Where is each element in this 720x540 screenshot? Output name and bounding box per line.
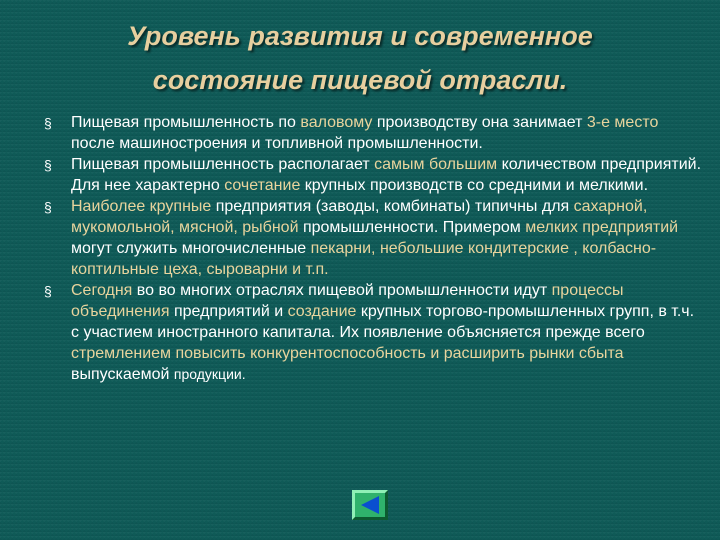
highlighted-text: пекарни, небольшие кондитерские , колбасно-коптильные цеха, сыроварни и т.п. xyxy=(71,240,657,278)
bullet-marker-icon: § xyxy=(44,283,52,299)
bullet-item xyxy=(44,280,704,385)
highlighted-text: сочетание xyxy=(224,177,301,194)
bullet-text: промышленности. Примером xyxy=(298,219,526,236)
highlighted-text: сахарной, мукомольной, мясной, рыбной xyxy=(71,198,648,236)
slide-title-line-1: Уровень развития и современное xyxy=(127,21,593,51)
bullet-text: крупных торгово-промышленных групп, в т.ч. с участием иностранного капитала. Их появление объясняется прежде всего xyxy=(71,303,695,341)
bullet-text: производству она занимает xyxy=(372,114,587,131)
highlighted-text: процессы объединения xyxy=(71,282,624,320)
bullet-text: продукции. xyxy=(173,366,246,382)
highlighted-text: Наиболее крупные xyxy=(71,198,212,215)
bullet-marker-icon: § xyxy=(44,199,52,215)
bullet-item xyxy=(44,196,704,280)
bullet-marker-icon: § xyxy=(44,157,52,173)
highlighted-text: мелких предприятий xyxy=(525,219,679,236)
bullet-marker-icon: § xyxy=(44,115,52,131)
bullet-text: крупных производств со средними и мелкими. xyxy=(300,177,649,194)
back-button[interactable] xyxy=(352,490,388,520)
back-triangle-icon xyxy=(361,496,379,514)
highlighted-text: самым большим xyxy=(374,156,498,173)
highlighted-text: Сегодня xyxy=(71,282,133,299)
bullet-text: после машиностроения и топливной промышленности. xyxy=(71,135,483,152)
bullet-text: Пищевая промышленность располагает xyxy=(71,156,375,173)
bullet-text: предприятия (заводы, комбинаты) типичны для xyxy=(211,198,574,215)
bullet-text: Пищевая промышленность по xyxy=(71,114,301,131)
highlighted-text: стремлением повысить конкурентоспособность и расширить рынки сбыта xyxy=(71,345,624,362)
bullet-item xyxy=(44,112,704,154)
slide-title-line-2: состояние пищевой отрасли. xyxy=(152,65,568,95)
highlighted-text: валовому xyxy=(300,114,373,131)
highlighted-text: 3-е место xyxy=(586,114,659,131)
bullet-text: могут служить многочисленные xyxy=(71,240,311,257)
bullet-item xyxy=(44,154,704,196)
highlighted-text: создание xyxy=(287,303,357,320)
bullet-list xyxy=(44,112,704,385)
bullet-text: количеством предприятий. Для нее характерно xyxy=(71,156,702,194)
bullet-text: предприятий и xyxy=(169,303,288,320)
bullet-text: выпускаемой xyxy=(71,366,174,383)
bullet-text: во во многих отраслях пищевой промышленности идут xyxy=(132,282,552,299)
slide-title xyxy=(0,14,720,102)
